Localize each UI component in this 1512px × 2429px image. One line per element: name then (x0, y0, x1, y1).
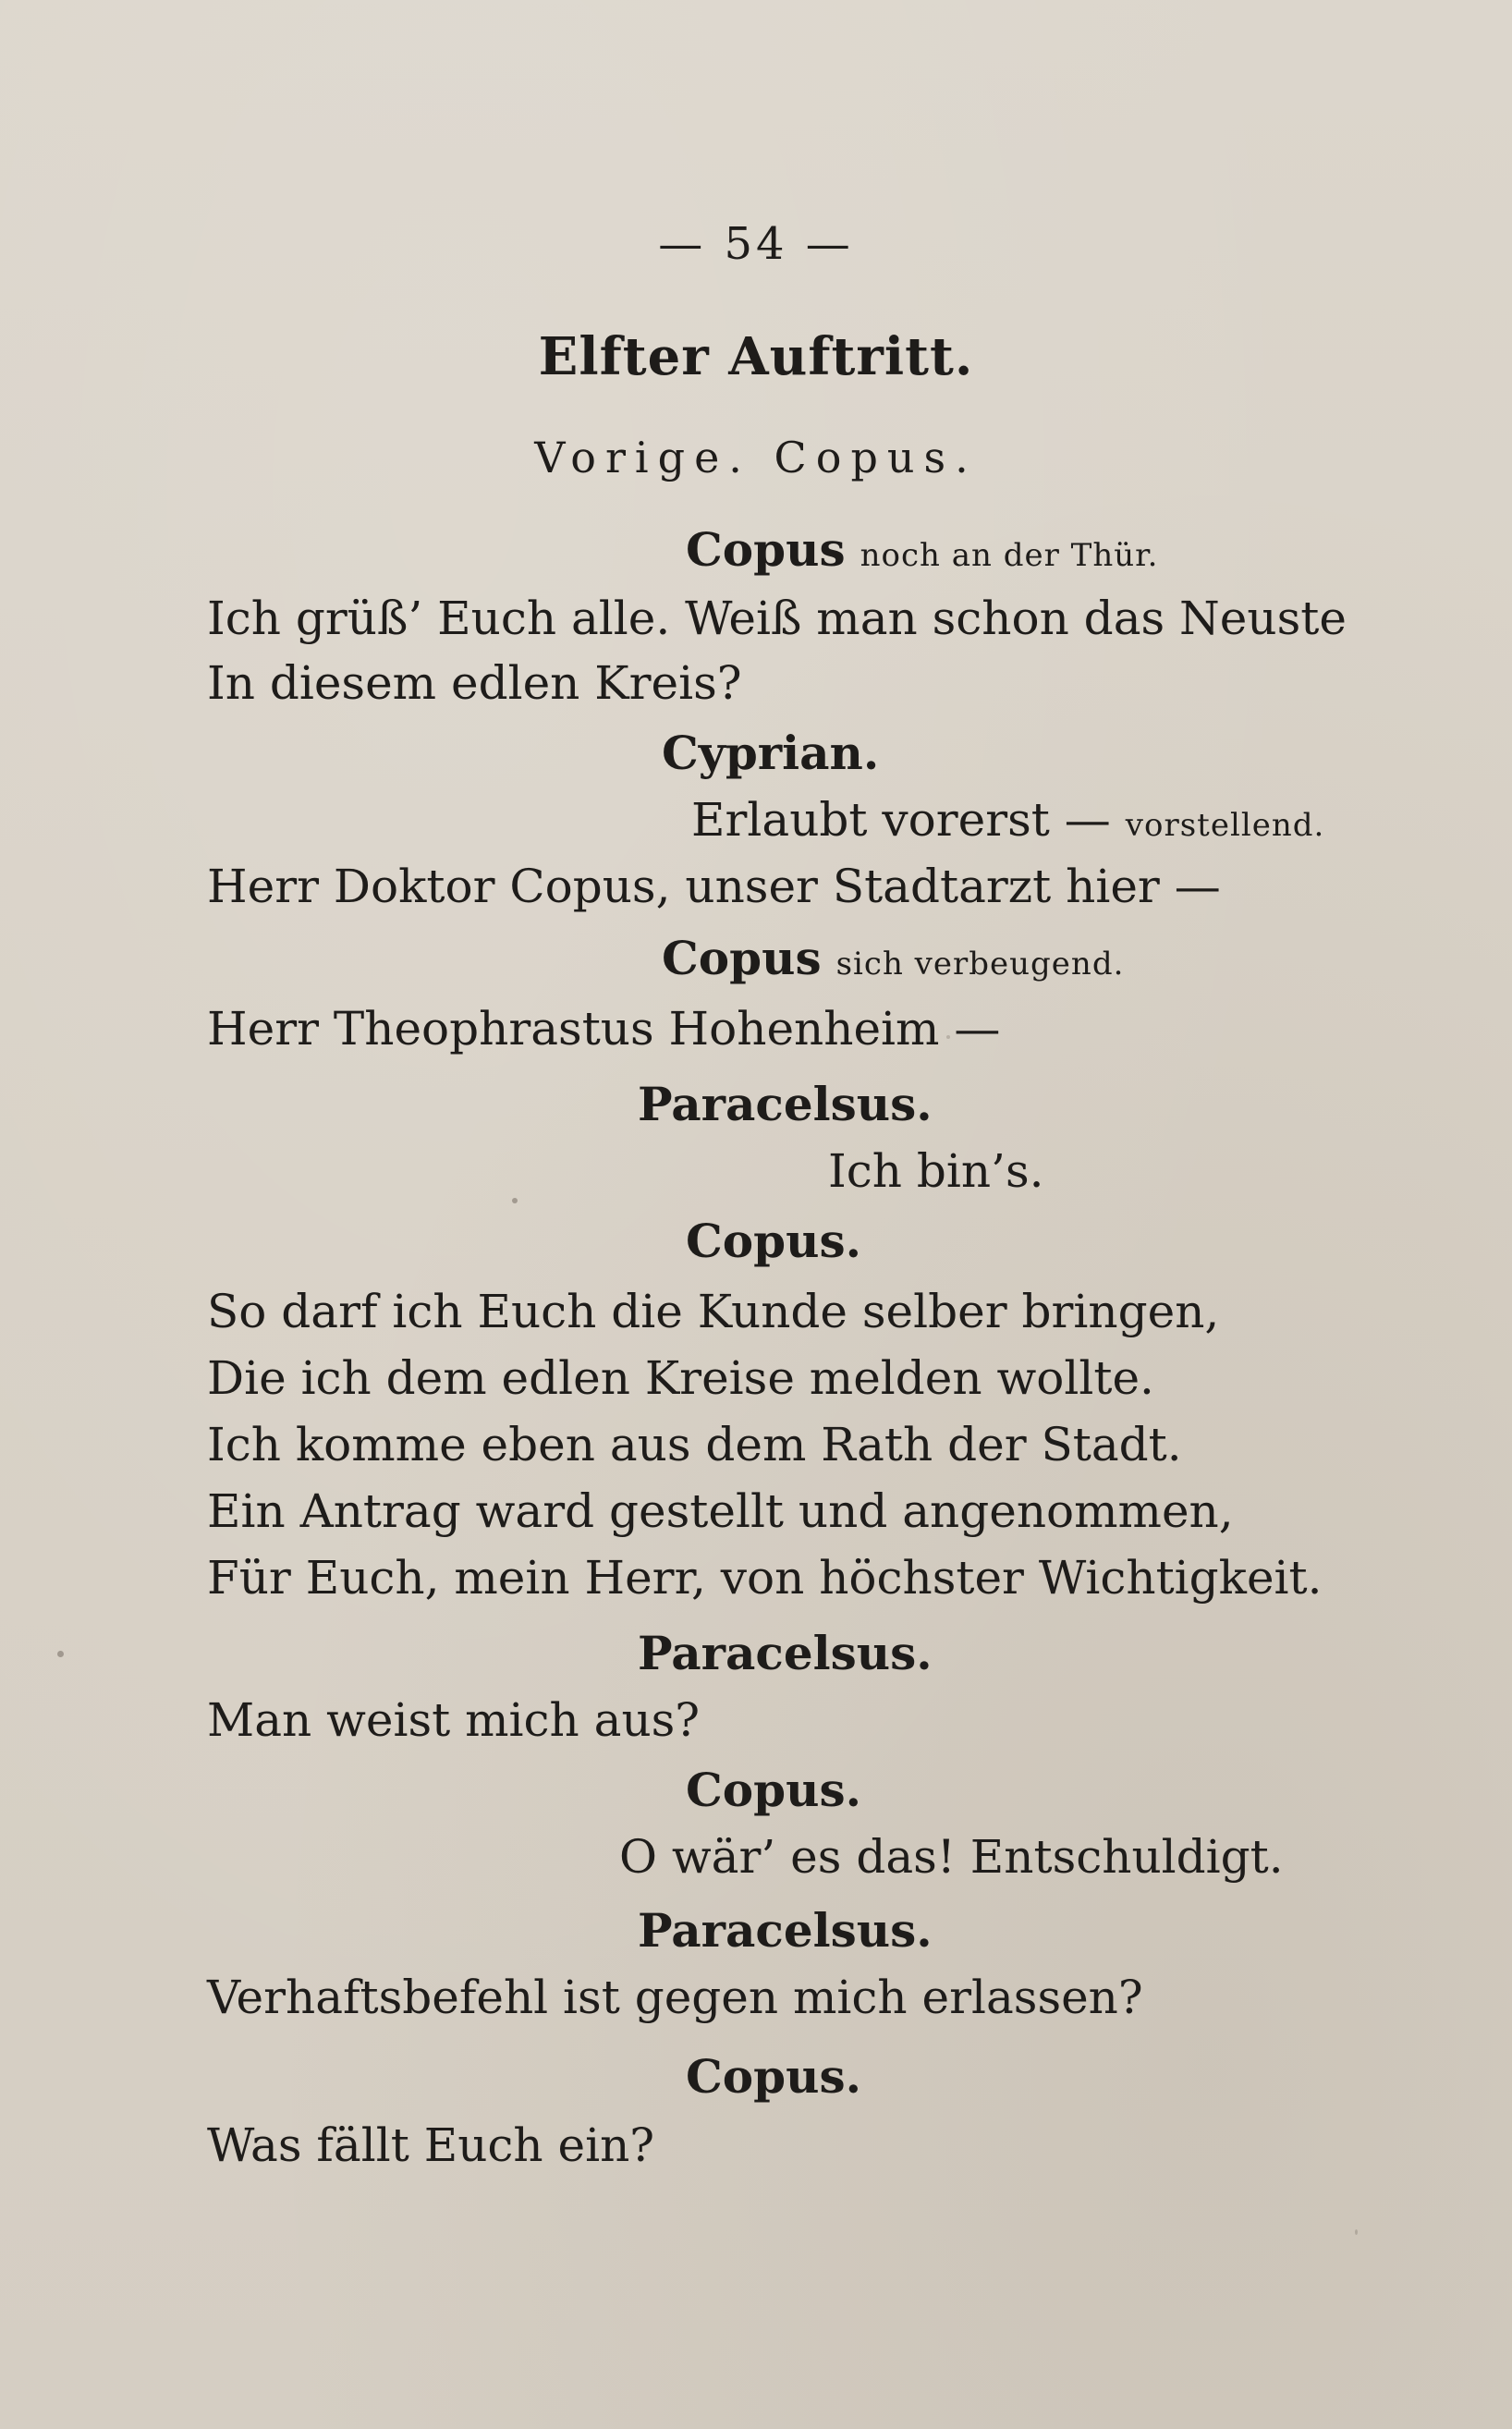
speaker-name: Paracelsus. (638, 1903, 933, 1958)
speaker-name: Copus (662, 931, 822, 985)
verse-line: Ich bin’s. (828, 1144, 1044, 1198)
speaker-heading (686, 1763, 862, 1817)
speaker-name: Copus. (686, 1763, 862, 1817)
speaker-heading (638, 1077, 933, 1131)
verse-line: Ich grüß’ Euch alle. Weiß man schon das Neuste (207, 592, 1347, 645)
speaker-heading (686, 522, 1159, 577)
speaker-name: Paracelsus. (638, 1626, 933, 1680)
verse-line: Was fällt Euch ein? (207, 2118, 655, 2172)
verse-line (691, 793, 1325, 847)
speaker-name: Copus. (686, 1214, 862, 1268)
scene-title: Elfter Auftritt. (538, 326, 974, 387)
speaker-heading (662, 931, 1125, 985)
verse-line: Man weist mich aus? (207, 1693, 701, 1747)
paper-speck (512, 1198, 518, 1203)
cast-list: Vorige. Copus. (534, 433, 978, 482)
speaker-heading (662, 726, 880, 780)
verse-line: In diesem edlen Kreis? (207, 656, 742, 710)
verse-line: So darf ich Euch die Kunde selber bringen, (207, 1285, 1220, 1338)
verse-line: Verhaftsbefehl ist gegen mich erlassen? (207, 1971, 1143, 2024)
verse-line: Für Euch, mein Herr, von höchster Wichtigkeit. (207, 1551, 1323, 1605)
stage-direction: noch an der Thür. (860, 537, 1159, 574)
paper-speck (1355, 2229, 1358, 2235)
verse-line: Herr Theophrastus Hohenheim — (207, 1002, 1001, 1056)
verse-line: Ein Antrag ward gestellt und angenommen, (207, 1484, 1234, 1538)
speaker-heading (638, 1626, 933, 1680)
verse-line: O wär’ es das! Entschuldigt. (619, 1830, 1284, 1884)
verse-line: Herr Doktor Copus, unser Stadtarzt hier — (207, 860, 1221, 913)
speaker-heading (686, 1214, 862, 1268)
paper-speck (946, 1035, 950, 1039)
stage-direction: sich verbeugend. (835, 946, 1125, 983)
speaker-name: Cyprian. (662, 726, 880, 780)
speaker-name: Copus. (686, 2049, 862, 2104)
speaker-name: Paracelsus. (638, 1077, 933, 1131)
speaker-name: Copus (686, 522, 846, 577)
verse-line: Ich komme eben aus dem Rath der Stadt. (207, 1418, 1182, 1471)
speaker-heading (638, 1903, 933, 1958)
verse-line: Die ich dem edlen Kreise melden wollte. (207, 1351, 1154, 1405)
page-number: — 54 — (658, 218, 854, 270)
stage-direction: vorstellend. (1125, 807, 1325, 844)
speaker-heading (686, 2049, 862, 2104)
verse-text: Erlaubt vorerst — (691, 793, 1111, 847)
paper-speck (57, 1651, 64, 1657)
